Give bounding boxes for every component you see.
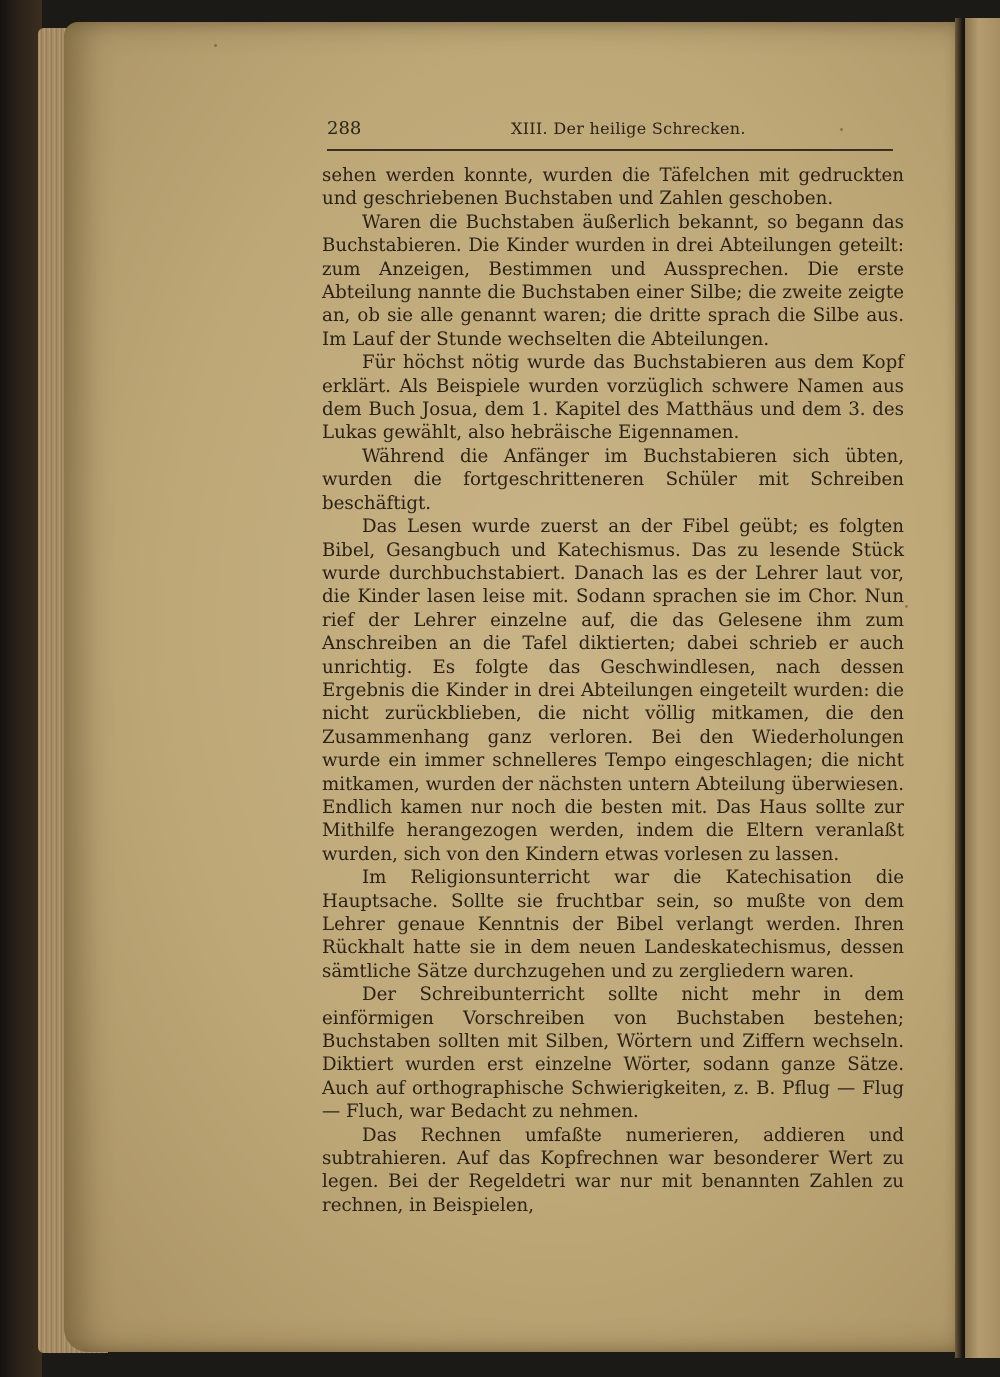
- header-rule: [327, 149, 893, 151]
- page-number: 288: [327, 118, 362, 139]
- book-cover-edge: [0, 0, 42, 1377]
- body-text: [322, 164, 904, 1217]
- paper-speck: [214, 44, 217, 47]
- paragraph: Das Rechnen umfaßte numerieren, addieren und subtrahieren. Auf das Kopfrechnen war besonderer Wert zu legen. Bei der Regeldetri war nur mit benannten Zahlen zu rechnen, in Beispielen,: [322, 1124, 904, 1216]
- paragraph: Für höchst nötig wurde das Buchstabieren aus dem Kopf erklärt. Als Beispiele wurden vorzüglich schwere Namen aus dem Buch Josua, dem 1. Kapitel des Matthäus und dem 3. des Lukas gewählt, also hebräische Eigennamen.: [322, 352, 904, 444]
- paragraph: Im Religionsunterricht war die Katechisation die Hauptsache. Sollte sie fruchtbar sein, so mußte von dem Lehrer genaue Kenntnis der Bibel verlangt werden. Ihren Rückhalt hatte sie in dem neuen Landeskatechismus, dessen sämtliche Sätze durchzugehen und zu zergliedern waren.: [322, 867, 904, 982]
- facing-page-edge: [965, 18, 1000, 1358]
- paragraph: Während die Anfänger im Buchstabieren sich übten, wurden die fortgeschritteneren Schüler mit Schreiben beschäftigt.: [322, 445, 904, 514]
- paragraph: Das Lesen wurde zuerst an der Fibel geübt; es folgten Bibel, Gesangbuch und Katechismus. Das zu lesende Stück wurde durchbuchstabiert. Danach las es der Lehrer laut vor, die Kinder lasen leise mit. Sodann sprachen sie im Chor. Nun rief der Lehrer einzelne auf, die das Gelesene ihm zum Anschreiben an die Tafel diktierten; dabei schrieb er auch unrichtig. Es folgte das Geschwindlesen, nach dessen Ergebnis die Kinder in drei Abteilungen eingeteilt wurden: die nicht zurückblieben, die nicht völlig mitkamen, die den Zusammenhang ganz verloren. Bei den Wiederholungen wurde ein immer schnelleres Tempo eingeschlagen; die nicht mitkamen, wurden der nächsten untern Abteilung überwiesen. Endlich kamen nur noch die besten mit. Das Haus sollte zur Mithilfe herangezogen werden, indem die Eltern veranlaßt wurden, sich von den Kindern etwas vorlesen zu lassen.: [322, 516, 904, 865]
- page-header: [327, 118, 893, 148]
- running-title: XIII. Der heilige Schrecken.: [511, 119, 746, 138]
- paper-speck: [905, 605, 908, 608]
- paper-speck: [840, 128, 843, 131]
- paragraph: sehen werden konnte, wurden die Täfelchen mit gedruckten und geschriebenen Buchstaben und Zahlen geschoben.: [322, 165, 904, 210]
- paragraph: Waren die Buchstaben äußerlich bekannt, so begann das Buchstabieren. Die Kinder wurden in drei Abteilungen geteilt: zum Anzeigen, Bestimmen und Aussprechen. Die erste Abteilung nannte die Buchstaben einer Silbe; die zweite zeigte an, ob sie alle genannt waren; die dritte sprach die Silbe aus. Im Lauf der Stunde wechselten die Abteilungen.: [322, 211, 904, 350]
- paragraph: Der Schreibunterricht sollte nicht mehr in dem einförmigen Vorschreiben von Buchstaben bestehen; Buchstaben sollten mit Silben, Wörtern und Ziffern wechseln. Diktiert wurden erst einzelne Wörter, sodann ganze Sätze. Auch auf orthographische Schwierigkeiten, z. B. Pflug — Flug — Fluch, war Bedacht zu nehmen.: [322, 984, 904, 1123]
